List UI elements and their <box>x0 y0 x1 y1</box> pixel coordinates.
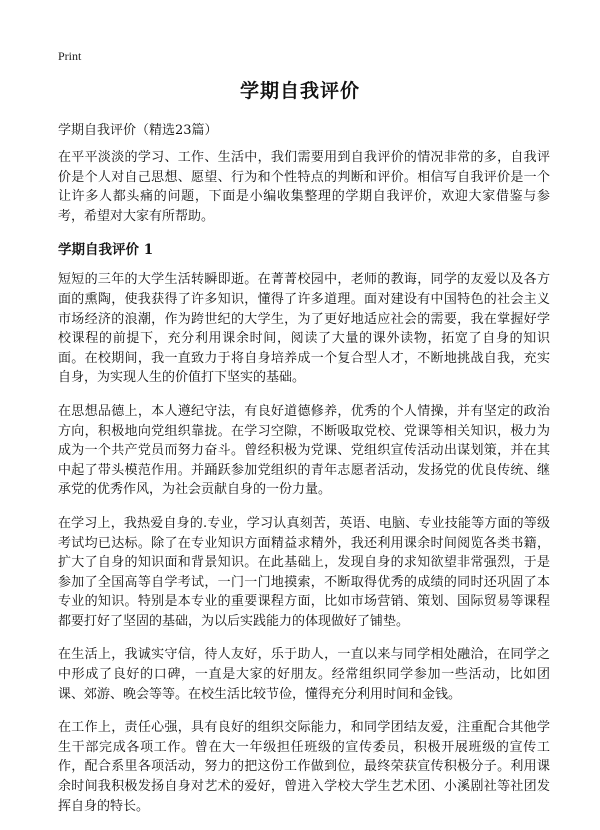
section-heading: 学期自我评价 1 <box>58 242 154 259</box>
page-title: 学期自我评价 <box>239 80 360 102</box>
document-subtitle: 学期自我评价（精选23篇） <box>58 123 218 138</box>
print-link[interactable]: Print <box>58 49 82 63</box>
body-paragraph-5: 在工作上，责任心强，具有良好的组织交际能力，和同学团结友爱，注重配合其他学生干部完成各项工作。曾在大一年级担任班级的宣传委员，积极开展班级的宣传工作，配合系里各项活动，努力的把这份工作做到位，最终荣获宣传积极分子。利用课余时间我积极发扬自身对艺术的爱好，曾进入学校大学生艺术团、小溪剧社等社团发挥自身的特长。 <box>58 720 550 814</box>
intro-paragraph: 在平平淡淡的学习、工作、生活中，我们需要用到自我评价的情况非常的多，自我评价是个人对自己思想、愿望、行为和个性特点的判断和评价。相信写自我评价是一个让许多人都头痛的问题，下面是小编收集整理的学期自我评价，欢迎大家借鉴与参考，希望对大家有所帮助。 <box>58 150 550 224</box>
body-paragraph-2: 在思想品德上，本人遵纪守法，有良好道德修养，优秀的个人情操，并有坚定的政治方向，积极地向党组织靠拢。在学习空隙，不断吸取党校、党课等相关知识，极力为成为一个共产党员而努力奋斗。曾经积极为党课、党组织宣传活动出谋划策，并在其中起了带头模范作用。并踊跃参加党组织的青年志愿者活动，发扬党的优良传统、继承党的优秀作风，为社会贡献自身的一份力量。 <box>58 403 550 498</box>
article-body <box>58 148 550 830</box>
body-paragraph-4: 在生活上，我诚实守信，待人友好，乐于助人，一直以来与同学相处融洽，在同学之中形成了良好的口碑，一直是大家的好朋友。经常组织同学参加一些活动，比如团课、郊游、晚会等等。在校生活比较节俭，懂得充分利用时间和金钱。 <box>58 647 550 702</box>
body-paragraph-1: 短短的三年的大学生活转瞬即逝。在菁菁校园中，老师的教诲，同学的友爱以及各方面的熏陶，使我获得了许多知识，懂得了许多道理。面对建设有中国特色的社会主义市场经济的浪潮，作为跨世纪的大学生，为了更好地适应社会的需要，我在掌握好学校课程的前提下，充分利用课余时间，阅读了大量的课外读物，拓宽了自身的知识面。在校期间，我一直致力于将自身培养成一个复合型人才，不断地挑战自我，充实自身，为实现人生的价值打下坚实的基础。 <box>58 272 550 386</box>
body-paragraph-3: 在学习上，我热爱自身的.专业，学习认真刻苦，英语、电脑、专业技能等方面的等级考试均已达标。除了在专业知识方面精益求精外，我还利用课余时间阅览各类书籍，扩大了自身的知识面和背景知识。在此基础上，发现自身的求知欲望非常强烈，于是参加了全国高等自学考试，一门一门地摸索，不断取得优秀的成绩的同时还巩固了本专业的知识。特别是本专业的重要课程方面，比如市场营销、策划、国际贸易等课程都要打好了坚固的基础，为以后实践能力的体现做好了铺垫。 <box>58 515 550 629</box>
